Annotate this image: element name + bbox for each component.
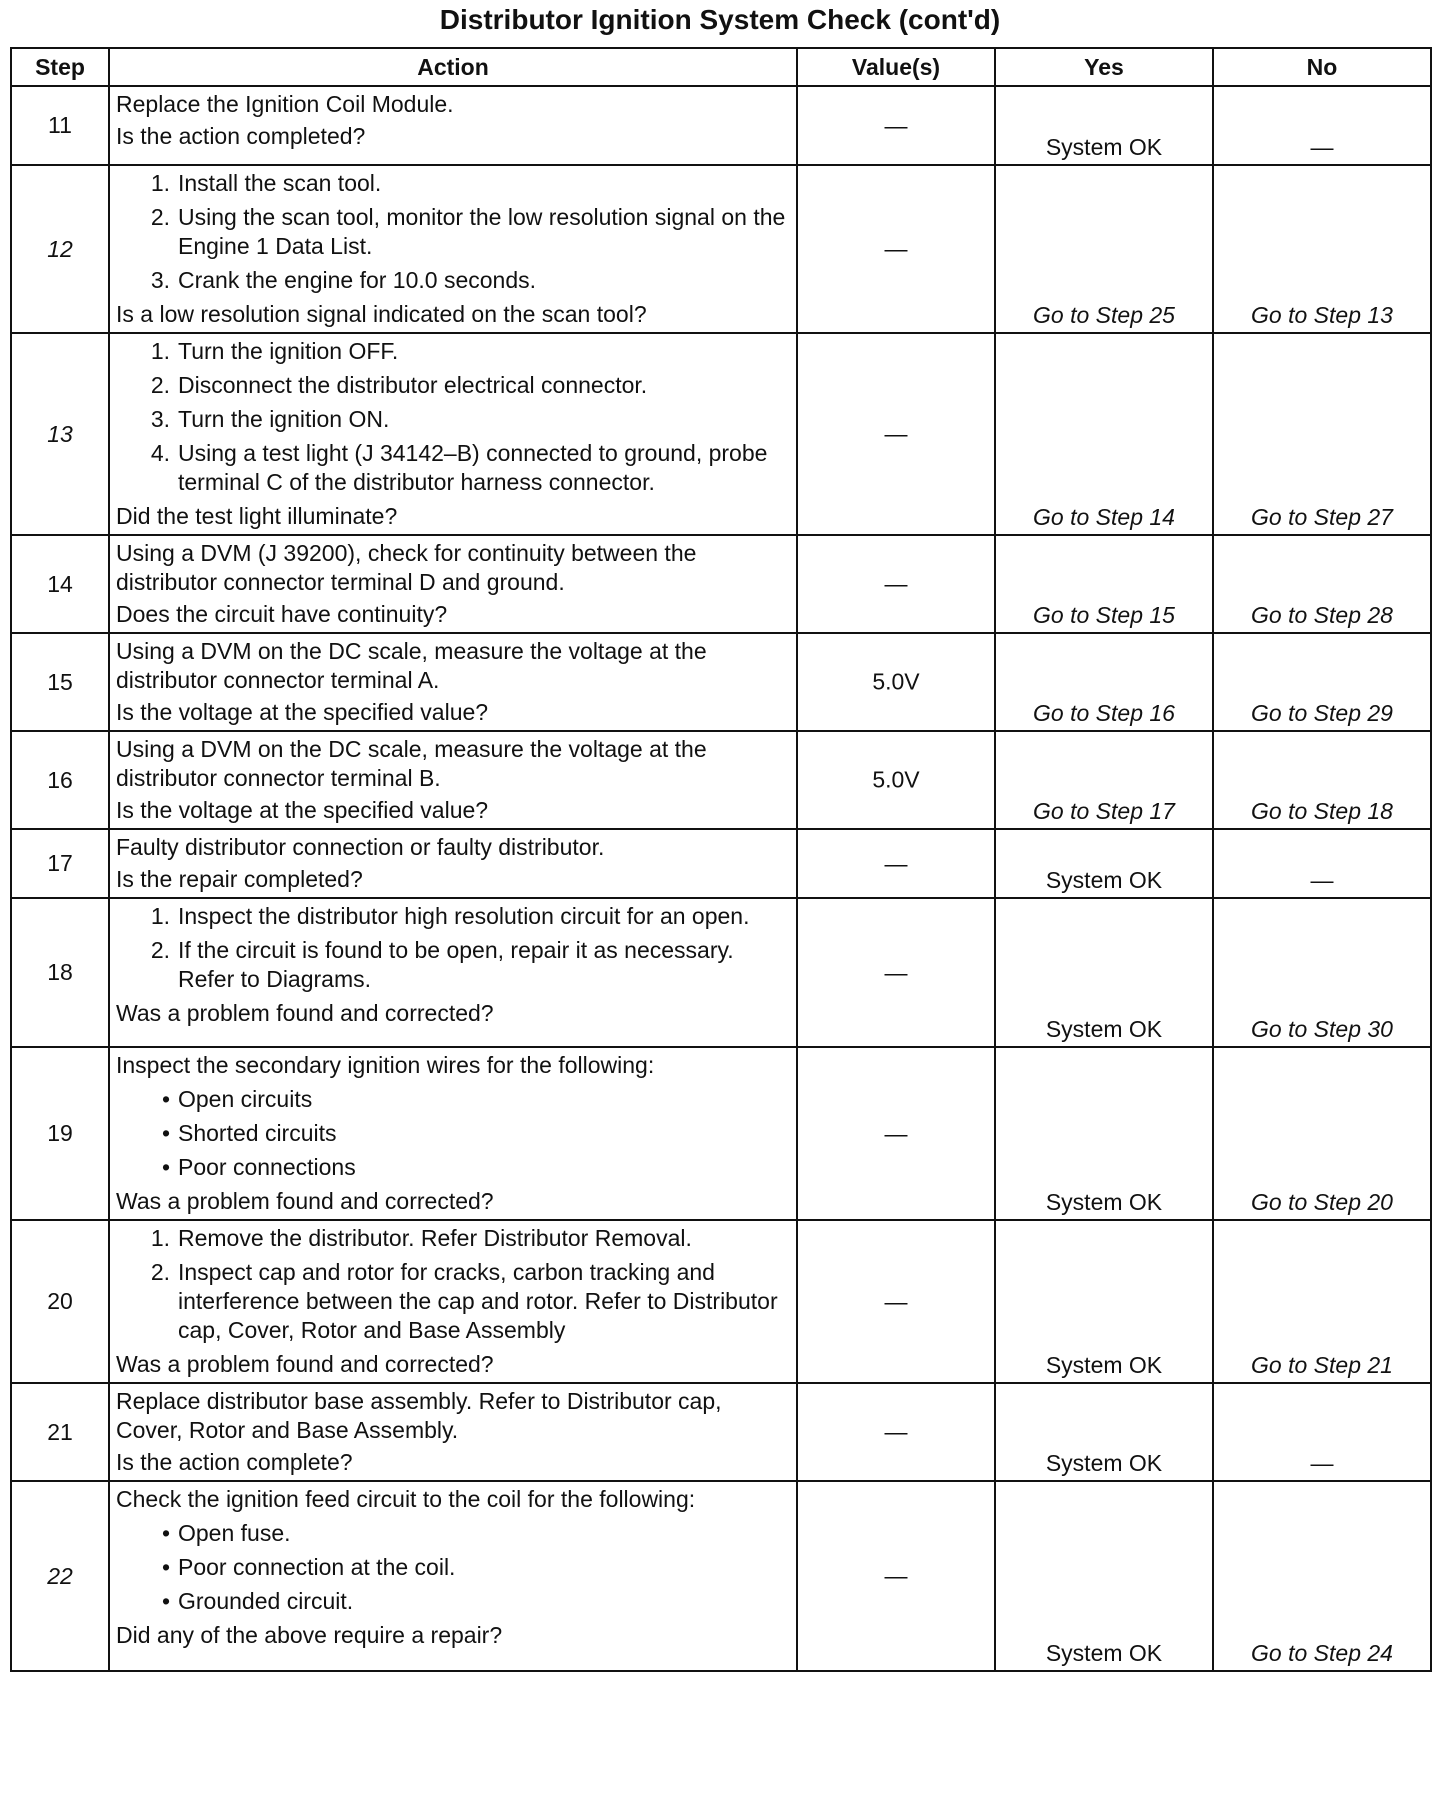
action-cell (109, 1220, 797, 1383)
action-cell (109, 333, 797, 535)
step-number: 18 (11, 898, 109, 1047)
step-number: 15 (11, 633, 109, 731)
no-cell (1213, 1383, 1431, 1481)
step-number: 20 (11, 1220, 109, 1383)
list-marker: • (161, 1520, 170, 1546)
yes-result: System OK (1045, 867, 1163, 893)
no-cell (1213, 633, 1431, 731)
action-list-item (116, 337, 790, 366)
value-text: — (884, 1562, 908, 1589)
action-cell (109, 829, 797, 898)
yes-cell (995, 1481, 1213, 1671)
yes-cell (995, 1383, 1213, 1481)
action-text: Using a DVM (J 39200), check for continuity between the distributor connector terminal D and ground. (116, 540, 697, 595)
no-cell (1213, 165, 1431, 333)
value-cell (797, 1220, 995, 1383)
list-text: Grounded circuit. (178, 1588, 354, 1614)
value-text: — (884, 1120, 908, 1146)
no-cell (1213, 86, 1431, 165)
list-marker: 4. (150, 440, 170, 466)
value-text: — (884, 959, 908, 985)
action-list-item (116, 936, 790, 994)
diagnostic-table (10, 47, 1432, 1672)
table-row (11, 86, 1431, 165)
yes-cell (995, 731, 1213, 829)
no-result: Go to Step 28 (1251, 602, 1393, 628)
header-step: Step (11, 48, 109, 86)
table-row (11, 333, 1431, 535)
table-row (11, 731, 1431, 829)
action-question: Is the voltage at the specified value? (116, 797, 489, 823)
value-cell (797, 633, 995, 731)
action-list-item (116, 439, 790, 497)
no-cell (1213, 829, 1431, 898)
yes-result: Go to Step 17 (1033, 798, 1175, 824)
list-text: Install the scan tool. (178, 170, 382, 196)
yes-cell (995, 829, 1213, 898)
list-text: Turn the ignition ON. (178, 406, 390, 432)
list-marker: 1. (150, 338, 170, 364)
step-number: 19 (11, 1047, 109, 1220)
step-number: 13 (11, 333, 109, 535)
yes-result: System OK (1045, 1189, 1163, 1215)
yes-cell (995, 898, 1213, 1047)
no-result: — (1310, 134, 1334, 160)
list-marker: 1. (150, 903, 170, 929)
action-question: Is a low resolution signal indicated on the scan tool? (116, 301, 647, 327)
table-row (11, 165, 1431, 333)
list-marker: • (161, 1086, 170, 1112)
value-cell (797, 1047, 995, 1220)
yes-cell (995, 1220, 1213, 1383)
list-text: Turn the ignition OFF. (178, 338, 399, 364)
table-row (11, 898, 1431, 1047)
yes-result: System OK (1045, 134, 1163, 160)
action-cell (109, 898, 797, 1047)
action-question: Does the circuit have continuity? (116, 601, 448, 627)
action-cell (109, 1047, 797, 1220)
list-marker: • (161, 1120, 170, 1146)
yes-result: System OK (1045, 1450, 1163, 1476)
yes-cell (995, 1047, 1213, 1220)
action-list-item (116, 266, 790, 295)
action-text: Replace the Ignition Coil Module. (116, 91, 454, 117)
no-cell (1213, 731, 1431, 829)
action-question: Was a problem found and corrected? (116, 1000, 494, 1026)
table-row (11, 1383, 1431, 1481)
action-list-item (116, 405, 790, 434)
yes-result: Go to Step 14 (1033, 504, 1175, 530)
list-text: Disconnect the distributor electrical connector. (178, 372, 648, 398)
action-list-item (116, 1258, 790, 1345)
value-cell (797, 333, 995, 535)
action-list-item (116, 203, 790, 261)
action-question: Is the repair completed? (116, 866, 363, 892)
action-text: Replace distributor base assembly. Refer to Distributor cap, Cover, Rotor and Base Assembly. (116, 1388, 722, 1443)
no-result: Go to Step 21 (1251, 1352, 1393, 1378)
action-question: Was a problem found and corrected? (116, 1188, 494, 1214)
no-cell (1213, 535, 1431, 633)
header-row (11, 48, 1431, 86)
value-text: — (884, 1418, 908, 1445)
action-cell (109, 165, 797, 333)
action-cell (109, 86, 797, 165)
list-text: Poor connection at the coil. (178, 1554, 456, 1580)
action-question: Did any of the above require a repair? (116, 1622, 503, 1648)
table-row (11, 1220, 1431, 1383)
value-text: — (884, 570, 908, 597)
yes-cell (995, 333, 1213, 535)
step-number: 17 (11, 829, 109, 898)
action-cell (109, 633, 797, 731)
action-question: Was a problem found and corrected? (116, 1351, 494, 1377)
list-text: If the circuit is found to be open, repair it as necessary. Refer to Diagrams. (178, 937, 734, 992)
value-cell (797, 829, 995, 898)
value-cell (797, 898, 995, 1047)
action-list-item (116, 371, 790, 400)
list-marker: 3. (150, 406, 170, 432)
no-result: Go to Step 30 (1251, 1016, 1393, 1042)
value-cell (797, 1481, 995, 1671)
step-number: 12 (11, 165, 109, 333)
step-number: 21 (11, 1383, 109, 1481)
value-text: — (884, 420, 908, 447)
action-list-item (116, 1119, 790, 1148)
value-cell (797, 731, 995, 829)
list-marker: 2. (150, 937, 170, 963)
action-list-item (116, 1153, 790, 1182)
list-text: Shorted circuits (178, 1120, 337, 1146)
action-cell (109, 1383, 797, 1481)
yes-result: System OK (1045, 1352, 1163, 1378)
yes-cell (995, 535, 1213, 633)
no-result: Go to Step 20 (1251, 1189, 1393, 1215)
action-text: Using a DVM on the DC scale, measure the voltage at the distributor connector terminal B. (116, 736, 707, 791)
action-question: Is the voltage at the specified value? (116, 699, 489, 725)
action-cell (109, 1481, 797, 1671)
action-cell (109, 731, 797, 829)
value-text: — (884, 112, 908, 138)
no-result: Go to Step 29 (1251, 700, 1393, 726)
table-body (11, 86, 1431, 1671)
action-text: Inspect the secondary ignition wires for the following: (116, 1052, 655, 1078)
table-row (11, 829, 1431, 898)
list-text: Inspect cap and rotor for cracks, carbon tracking and interference between the cap and rotor. Refer to Distributor cap, Cover, Rotor and Base Assembly (178, 1259, 778, 1343)
no-result: Go to Step 18 (1251, 798, 1393, 824)
no-cell (1213, 1481, 1431, 1671)
action-list-item (116, 902, 790, 931)
page-title: Distributor Ignition System Check (cont'd) (439, 4, 1001, 35)
header-values: Value(s) (797, 48, 995, 86)
list-marker: • (161, 1154, 170, 1180)
list-text: Using the scan tool, monitor the low resolution signal on the Engine 1 Data List. (178, 204, 786, 259)
no-result: — (1310, 867, 1334, 893)
action-list-item (116, 1587, 790, 1616)
list-marker: 2. (150, 372, 170, 398)
yes-cell (995, 165, 1213, 333)
list-marker: 3. (150, 267, 170, 293)
no-result: — (1310, 1450, 1334, 1476)
step-number: 22 (11, 1481, 109, 1671)
value-text: — (884, 1288, 908, 1314)
list-text: Using a test light (J 34142–B) connected to ground, probe terminal C of the distributor harness connector. (178, 440, 768, 495)
value-text: — (884, 850, 908, 876)
yes-result: Go to Step 16 (1033, 700, 1175, 726)
table-row (11, 633, 1431, 731)
no-cell (1213, 333, 1431, 535)
list-text: Remove the distributor. Refer Distributor Removal. (178, 1225, 692, 1251)
list-marker: • (161, 1554, 170, 1580)
list-text: Crank the engine for 10.0 seconds. (178, 267, 537, 293)
yes-cell (995, 633, 1213, 731)
action-cell (109, 535, 797, 633)
action-question: Is the action completed? (116, 123, 366, 149)
value-cell (797, 1383, 995, 1481)
list-marker: 1. (150, 1225, 170, 1251)
list-text: Open circuits (178, 1086, 313, 1112)
no-cell (1213, 1047, 1431, 1220)
step-number: 14 (11, 535, 109, 633)
value-text: — (884, 235, 908, 262)
list-marker: 2. (150, 204, 170, 230)
yes-result: System OK (1045, 1640, 1163, 1666)
value-cell (797, 86, 995, 165)
value-cell (797, 535, 995, 633)
list-marker: 1. (150, 170, 170, 196)
no-cell (1213, 1220, 1431, 1383)
header-yes: Yes (995, 48, 1213, 86)
no-result: Go to Step 27 (1251, 504, 1393, 530)
list-marker: • (161, 1588, 170, 1614)
action-text: Using a DVM on the DC scale, measure the voltage at the distributor connector terminal A. (116, 638, 707, 693)
value-cell (797, 165, 995, 333)
table-row (11, 535, 1431, 633)
value-text: 5.0V (872, 766, 920, 793)
yes-result: Go to Step 25 (1033, 302, 1175, 328)
list-marker: 2. (150, 1259, 170, 1285)
action-text: Faulty distributor connection or faulty distributor. (116, 834, 605, 860)
no-result: Go to Step 13 (1251, 302, 1393, 328)
header-action: Action (109, 48, 797, 86)
list-text: Poor connections (178, 1154, 356, 1180)
no-result: Go to Step 24 (1251, 1640, 1393, 1666)
action-list-item (116, 1553, 790, 1582)
action-text: Check the ignition feed circuit to the coil for the following: (116, 1486, 696, 1512)
action-list-item (116, 169, 790, 198)
action-question: Did the test light illuminate? (116, 503, 398, 529)
list-text: Inspect the distributor high resolution circuit for an open. (178, 903, 750, 929)
table-row (11, 1047, 1431, 1220)
yes-result: Go to Step 15 (1033, 602, 1175, 628)
no-cell (1213, 898, 1431, 1047)
value-text: 5.0V (872, 668, 920, 695)
yes-result: System OK (1045, 1016, 1163, 1042)
step-number: 11 (11, 86, 109, 165)
action-list-item (116, 1085, 790, 1114)
action-question: Is the action complete? (116, 1449, 353, 1475)
action-list-item (116, 1224, 790, 1253)
table-row (11, 1481, 1431, 1671)
list-text: Open fuse. (178, 1520, 291, 1546)
header-no: No (1213, 48, 1431, 86)
yes-cell (995, 86, 1213, 165)
action-list-item (116, 1519, 790, 1548)
step-number: 16 (11, 731, 109, 829)
